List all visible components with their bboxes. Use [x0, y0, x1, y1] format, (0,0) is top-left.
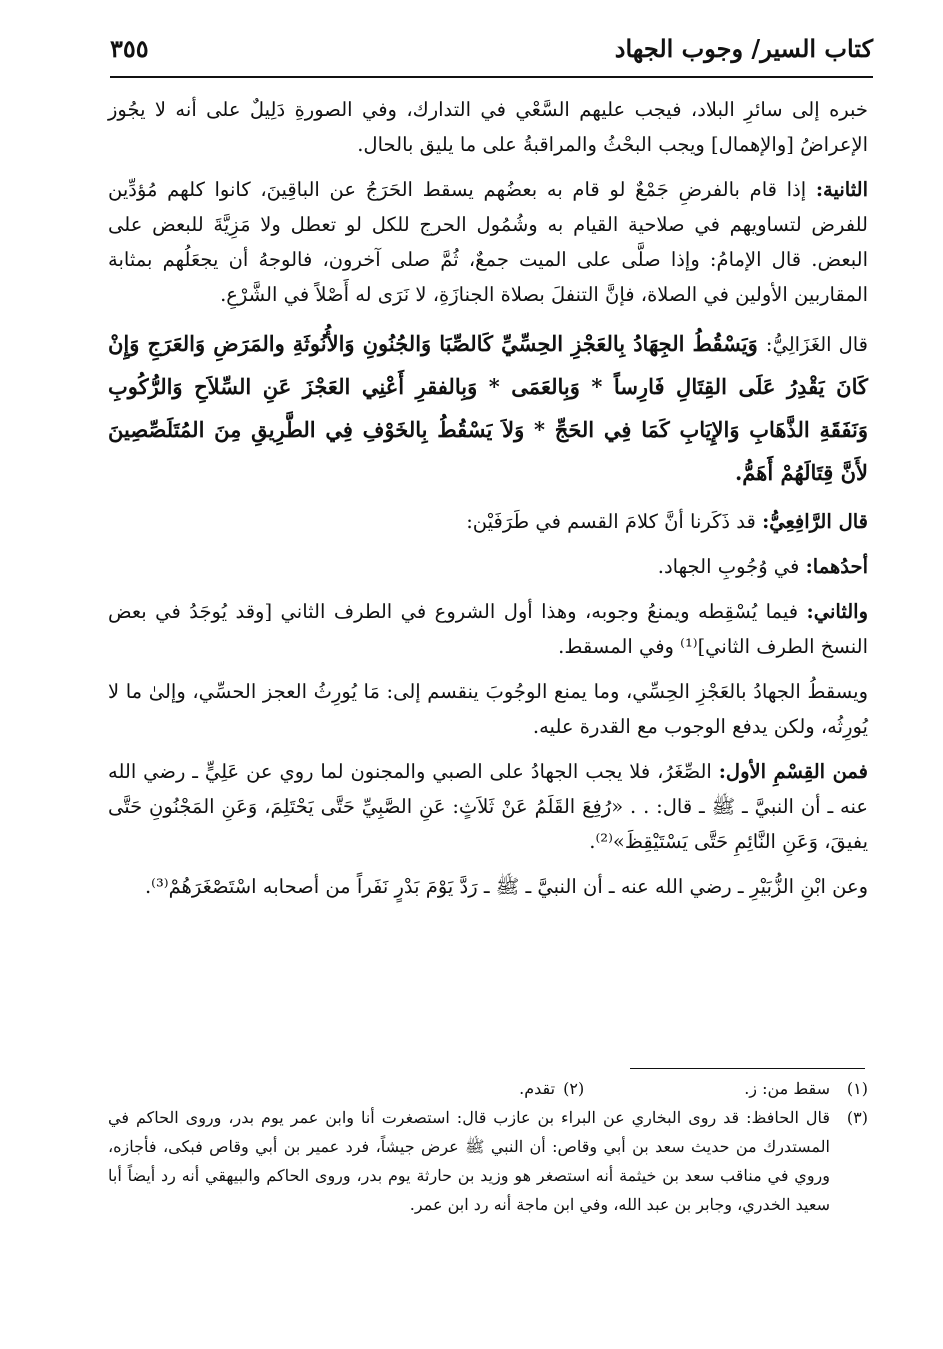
paragraph-lead: والثاني:	[806, 600, 868, 623]
paragraph-lead: أحدُهما:	[805, 555, 868, 578]
paragraph-text: قد ذَكَرنا أنَّ كلامَ القسم في طَرَفَيْن:	[466, 510, 763, 533]
page-number: ٣٥٥	[110, 34, 149, 63]
main-text	[108, 92, 868, 914]
paragraph-7	[108, 674, 868, 744]
paragraph-2	[108, 172, 868, 312]
paragraph-text: خبره إلى سائرِ البلاد، فيجب عليهم السَّعْي في التدارك، وفي الصورةِ دَلِيلٌ على أنه لا يجُوز الإعراضُ [والإهمال] ويجب البحْثُ والمراقبةُ على ما يليق بالحال.	[108, 98, 868, 156]
page-header	[110, 28, 873, 78]
paragraph-6	[108, 594, 868, 664]
footnote-text: سقط من: ز.	[744, 1079, 830, 1098]
footnote-text: قال الحافظ: قد روى البخاري عن البراء بن عازب قال: استصغرت أنا وابن عمر يوم بدر، وروى الحاكم في المستدرك من حديث سعد بن أبي وقاص: أن النبي ﷺ عرض جيشاً، فرد عمير بن أبي وقاص فبكى، فأجازه، وروي في مناقب سعد بن خيثمة أنه استصغر هو وزيد بن حارثة يوم بدر، وروى الحاكم والبيهقي أنه رد أيضاً أبا سعيد الخدري، وجابر بن عبد الله، وفي ابن ماجة أنه رد ابن عمر.	[108, 1108, 830, 1214]
footnotes	[108, 1074, 868, 1219]
footnote-divider	[630, 1068, 865, 1069]
paragraph-text: إذا قام بالفرضِ جَمْعٌ لو قام به بعضُهم يسقط الحَرَجُ عن الباقِينَ، كانوا كلهم مُؤدِّين للفرض لتساويهم في صلاحية القيام به وشُمُول الحرج للكل لو تعطل ولا مَزِيَّةَ للبعض على البعض. قال الإمامُ: وإذا صلَّى على الميت جمعٌ، ثُمَّ صلى آخرون، فالوجهُ أن يجعَلُهم بمثابة المقاربين الأولين في الصلاة، فإنَّ التنفلَ بصلاة الجنازَةِ، لا نَرَى له أَصْلاً في الشَّرْعِ.	[108, 178, 868, 306]
footnote-row-1-2	[108, 1074, 868, 1103]
paragraph-text: ويسقطُ الجهادُ بالعَجْزِ الحِسِّي، وما يمنع الوجُوبَ ينقسم إلى: مَا يُورِثُ العجز الحسِّي، وإلىٰ ما لا يُورِثُه، ولكن يدفع الوجوب مع القدرة عليه.	[108, 680, 868, 738]
paragraph-text: الصِّغَرُ، فلا يجب الجهادُ على الصبي والمجنون لما روي عن عَلِيٍّ ـ رضي الله عنه ـ أن النبيَّ ـ ﷺ ـ قال: . . «رُفِعَ القَلَمُ عَنْ ثَلاَثٍ: عَنِ الصَّبِيِّ حَتَّى يَحْتَلِمَ، وَعَنِ المَجْنُونِ حَتَّى يفيقَ، وَعَنِ النَّائِمِ حَتَّى يَسْتَيْقِظَ»⁽²⁾.	[108, 760, 868, 853]
paragraph-1	[108, 92, 868, 162]
footnote-row-3	[108, 1103, 868, 1219]
matn-text: وَيَسْقُطُ الجِهَادُ بِالعَجْزِ الحِسِّيِّ كَالصِّبَا وَالجُنُونِ وَالأُنُوثَةِ والمَرَضِ وَالعَرَجِ وَإِنْ كَانَ يَقْدِرُ عَلَى القِتَالِ فَارِساً * وَبِالعَمَى * وَبِالفقرِ أَعْنِي العَجْزَ عَنِ السِّلاَحِ وَالرُّكُوبِ وَنَفَقَةِ الذَّهَابِ وَالإِيَابِ كَمَا فِي الحَجِّ * وَلاَ يَسْقُطُ بِالخَوْفِ فِي الطَّرِيقِ مِنَ المُتَلَصِّصِينَ لأَنَّ قِتَالَهُمْ أَهَمُّ.	[108, 331, 868, 485]
paragraph-text: وعن ابْنِ الزُّبَيْرِ ـ رضي الله عنه ـ أن النبيَّ ـ ﷺ ـ رَدَّ يَوْمَ بَدْرٍ نَفَراً من أصحابه اسْتَصْغَرَهُمْ⁽³⁾.	[144, 875, 868, 898]
footnote-text: تقدم.	[519, 1079, 556, 1098]
footnote-number: (٣)	[846, 1108, 868, 1127]
paragraph-lead: الثانية:	[815, 178, 868, 201]
paragraph-lead: قال الرَّافِعِيُّ:	[762, 510, 868, 533]
paragraph-8	[108, 754, 868, 859]
paragraph-text: في وُجُوبِ الجهاد.	[657, 555, 806, 578]
running-title: كتاب السير/ وجوب الجهاد	[614, 34, 873, 63]
paragraph-3-matn	[108, 322, 868, 494]
paragraph-9	[108, 869, 868, 904]
paragraph-5	[108, 549, 868, 584]
footnote-number: (٢)	[563, 1079, 585, 1098]
footnote-number: (١)	[846, 1079, 868, 1098]
paragraph-4	[108, 504, 868, 539]
paragraph-text: فيما يُسْقِطه ويمنعُ وجوبه، وهذا أول الشروع في الطرف الثاني [وقد يُوجَدُ في بعض النسخ الطرف الثاني]⁽¹⁾ وفي المسقط.	[108, 600, 868, 658]
paragraph-lead: قال الغَزَالِيُّ:	[765, 333, 869, 356]
paragraph-lead: فمن القِسْمِ الأول:	[718, 760, 869, 783]
